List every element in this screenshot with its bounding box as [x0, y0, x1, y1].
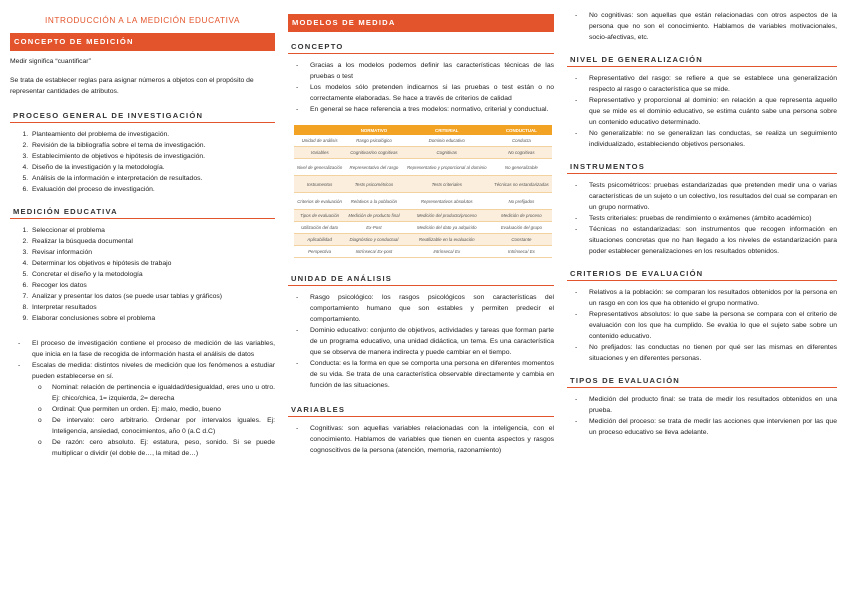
list-item: - Los modelos sólo pretenden indicarnos si las pruebas o test están o no correctamente elaboradas. Se hace a través de criterios de calidad	[310, 82, 554, 104]
page-title: INTRODUCCIÓN A LA MEDICIÓN EDUCATIVA	[44, 16, 241, 25]
criterios-header: CRITERIOS DE EVALUACIÓN	[567, 267, 837, 281]
table-cell: No cognitivas	[491, 147, 552, 159]
table-cell: Tipos de evaluación	[294, 210, 345, 222]
list-item: 6. Evaluación del proceso de investigación.	[30, 184, 275, 195]
list-item: 3. Revisar información	[30, 247, 275, 258]
table-cell: Representativo y proporcional al dominio	[403, 159, 491, 176]
table-row	[294, 176, 552, 193]
nivel-list	[567, 73, 837, 150]
table-cell: Variables	[294, 147, 345, 159]
column-1	[10, 0, 275, 459]
list-item: - Tests criteriales: pruebas de rendimiento o exámenes (ámbito académico)	[589, 213, 837, 224]
list-item: - Dominio educativo: conjunto de objetivos, actividades y tareas que forman parte de un programa educativo, una unidad didáctica, un tema. Es una característica que se observa de manera indirecta y puede cambiar en el tiempo.	[310, 325, 554, 358]
list-item: - Medición del producto final: se trata de medir los resultados obtenidos en una prueba.	[589, 394, 837, 416]
concepto-medicion-p2: Se trata de establecer reglas para asignar números a objetos con el propósito de representar cantidades de atributos.	[10, 77, 254, 95]
table-cell: Medición del producto/proceso	[403, 210, 491, 222]
table-cell: No prefijados	[491, 193, 552, 210]
list-item: 3. Establecimiento de objetivos e hipótesis de investigación.	[30, 151, 275, 162]
list-item: - Medición del proceso: se trata de medir las acciones que intervienen por las que un proceso educativo se lleva adelante.	[589, 416, 837, 438]
concepto-list	[288, 60, 554, 115]
table-row	[294, 159, 552, 176]
tipos-header: TIPOS DE EVALUACIÓN	[567, 374, 837, 388]
list-item: - Cognitivas: son aquellas variables relacionadas con la inteligencia, con el conocimiento. Hablamos de variables que tienen en cuenta aspectos y rasgos cognoscitivos de la persona (atención, memoria, razonamiento)	[310, 423, 554, 456]
table-cell: Reutilizable en la evaluación	[403, 234, 491, 246]
table-cell: Conducta	[491, 135, 552, 147]
list-item: - Representativo del rasgo: se refiere a que se establece una generalización respecto al rasgo o característica que se mide.	[589, 73, 837, 95]
table-cell: Medición de proceso	[491, 210, 552, 222]
modelos-header: MODELOS DE MEDIDA	[288, 14, 554, 32]
table-header-row	[294, 125, 552, 135]
table-cell: Cognitivas	[403, 147, 491, 159]
table-cell: Dominio educativo	[403, 135, 491, 147]
escala-item: o Nominal: relación de pertinencia e igualdad/desigualdad, eres uno u otro. Ej: chico/chica, 1= izquierda, 2= derecha	[52, 382, 275, 404]
table-cell: Utilización del dato	[294, 222, 345, 234]
table-row	[294, 193, 552, 210]
table-cell: Intrínseca/ Ex	[491, 246, 552, 258]
table-cell: Representativo del rasgo	[345, 159, 403, 176]
column-2	[288, 0, 554, 456]
list-item: 1. Seleccionar el problema	[30, 225, 275, 236]
list-item: 4. Diseño de la investigación y la metodología.	[30, 162, 275, 173]
list-item: - No generalizable: no se generalizan las conductas, se realiza un seguimiento individualizado, estableciendo objetivos personales.	[589, 128, 837, 150]
variables-header: VARIABLES	[288, 403, 554, 417]
table-header: NORMATIVO	[345, 125, 403, 135]
table-cell: Unidad de análisis	[294, 135, 345, 147]
table-cell: Nivel de generalización	[294, 159, 345, 176]
list-item: - Técnicas no estandarizadas: son instrumentos que recogen información en situaciones concretas que no han llegado a los niveles de estandarización para poder establecer generalizaciones en los resultados obtenidos.	[589, 224, 837, 257]
list-item: 5. Análisis de la información e interpretación de resultados.	[30, 173, 275, 184]
medicion-educativa-header: MEDICIÓN EDUCATIVA	[10, 205, 275, 219]
medicion-list	[10, 225, 275, 324]
tipos-list	[567, 394, 837, 438]
table-cell: Tests criteriales	[403, 176, 491, 193]
table-cell: Intrínseca/ Ex	[403, 246, 491, 258]
table-cell: Medición del dato ya adquirido	[403, 222, 491, 234]
unidad-list	[288, 292, 554, 391]
table-cell: Criterios de evaluación	[294, 193, 345, 210]
unidad-header: UNIDAD DE ANÁLISIS	[288, 272, 554, 286]
list-item: 1. Planteamiento del problema de investigación.	[30, 129, 275, 140]
list-item: - Relativos a la población: se comparan los resultados obtenidos por la persona en un rasgo en con los que ha obtenido el grupo normativo.	[589, 287, 837, 309]
table-row	[294, 234, 552, 246]
variables-list-cont	[567, 10, 837, 43]
list-item: - Gracias a los modelos podemos definir las características técnicas de las pruebas o test	[310, 60, 554, 82]
list-item: 2. Revisión de la bibliografía sobre el tema de investigación.	[30, 140, 275, 151]
table-row	[294, 210, 552, 222]
table-cell: Representativos absolutos	[403, 193, 491, 210]
concepto-medicion-p1: Medir significa “cuantificar”	[10, 58, 91, 65]
medicion-bullets	[10, 338, 275, 459]
table-cell: Evaluación del grupo	[491, 222, 552, 234]
table-cell: Instrumentos	[294, 176, 345, 193]
table-cell: Ex-Post	[345, 222, 403, 234]
table-cell: Constante	[491, 234, 552, 246]
table-cell: Aplicabilidad	[294, 234, 345, 246]
table-cell: Perspectiva	[294, 246, 345, 258]
list-item	[32, 360, 275, 459]
list-item: - En general se hace referencia a tres modelos: normativo, criterial y conductual.	[310, 104, 554, 115]
variables-list	[288, 423, 554, 456]
list-item: 2. Realizar la búsqueda documental	[30, 236, 275, 247]
escala-item: o De intervalo: cero arbitrario. Ordenar por intervalos iguales. Ej: Inteligencia, ansiedad, conocimientos, año 0 (a.C d.C)	[52, 415, 275, 437]
concepto-header: CONCEPTO	[288, 40, 554, 54]
list-item: - No cognitivas: son aquellas que están relacionadas con otros aspectos de la persona que no son el conocimiento. Hablamos de variables motivacionales, socio-afectivas, etc.	[589, 10, 837, 43]
escala-item: o Ordinal: Que permiten un orden. Ej: malo, medio, bueno	[52, 404, 275, 415]
list-item: - Representativo y proporcional al dominio: en relación a que representa aquello que se mide es el dominio educativo, se estima cuánto sabe una persona sobre un contenido educativo determinado.	[589, 95, 837, 128]
list-item: 5. Concretar el diseño y la metodología	[30, 269, 275, 280]
list-item: - Conducta: es la forma en que se comporta una persona en diferentes momentos de su vida. Se trata de una característica observable directamente y cambia en función de las situaciones.	[310, 358, 554, 391]
list-item: 4. Determinar los objetivos e hipótesis de trabajo	[30, 258, 275, 269]
instrumentos-list	[567, 180, 837, 257]
table-cell: No generalizable	[491, 159, 552, 176]
table-cell: Rasgo psicológico	[345, 135, 403, 147]
models-table	[294, 125, 552, 258]
table-row	[294, 246, 552, 258]
table-row	[294, 147, 552, 159]
list-item: 9. Elaborar conclusiones sobre el problema	[30, 313, 275, 324]
proceso-list	[10, 129, 275, 195]
column-3	[567, 0, 837, 438]
table-row	[294, 222, 552, 234]
table-cell: Cognitivas/no cognitivas	[345, 147, 403, 159]
list-item: 7. Analizar y presentar los datos (se puede usar tablas y gráficos)	[30, 291, 275, 302]
table-row	[294, 135, 552, 147]
list-item: - Rasgo psicológico: los rasgos psicológicos son características del comportamiento humano que son estables y permiten predecir el comportamiento.	[310, 292, 554, 325]
list-item: - Representativos absolutos: lo que sabe la persona se compara con el criterio de evaluación con los que ha cumplido. Se evalúa lo que el sujeto sabe sobre un contenido educativo.	[589, 309, 837, 342]
escalas-text: Escalas de medida: distintos niveles de medición que los fenómenos a estudiar pueden establecerse en sí.	[32, 362, 275, 380]
escala-item: o De razón: cero absoluto. Ej: estatura, peso, sonido. Si se puede multiplicar o dividir (el doble de…, la mitad de…)	[52, 437, 275, 459]
table-cell: Técnicas no estandarizadas	[491, 176, 552, 193]
table-cell: Relativos a la población	[345, 193, 403, 210]
list-item: 6. Recoger los datos	[30, 280, 275, 291]
list-item: - Tests psicométricos: pruebas estandarizadas que pretenden medir una o varias características de un sujeto o un colectivo, los resultados del cual se comparan en un grupo normativo.	[589, 180, 837, 213]
concepto-medicion-header: CONCEPTO DE MEDICIÓN	[10, 33, 275, 51]
table-cell: Intrínseca/ Ex-post	[345, 246, 403, 258]
table-cell: Medición de producto final	[345, 210, 403, 222]
table-header	[294, 125, 345, 135]
nivel-header: NIVEL DE GENERALIZACIÓN	[567, 53, 837, 67]
instrumentos-header: INSTRUMENTOS	[567, 160, 837, 174]
list-item: - No prefijados: las conductas no tienen por qué ser las mismas en diferentes situaciones y en diferentes personas.	[589, 342, 837, 364]
criterios-list	[567, 287, 837, 364]
table-cell: Tests psicométricos	[345, 176, 403, 193]
list-item: 8. Interpretar resultados	[30, 302, 275, 313]
table-header: CONDUCTUAL	[491, 125, 552, 135]
escalas-list	[32, 382, 275, 459]
table-cell: Diagnóstico y conductual	[345, 234, 403, 246]
proceso-header: PROCESO GENERAL DE INVESTIGACIÓN	[10, 109, 275, 123]
list-item: - El proceso de investigación contiene el proceso de medición de las variables, que inicia en la fase de recogida de información hasta el análisis de datos	[32, 338, 275, 360]
table-header: CRITERIAL	[403, 125, 491, 135]
